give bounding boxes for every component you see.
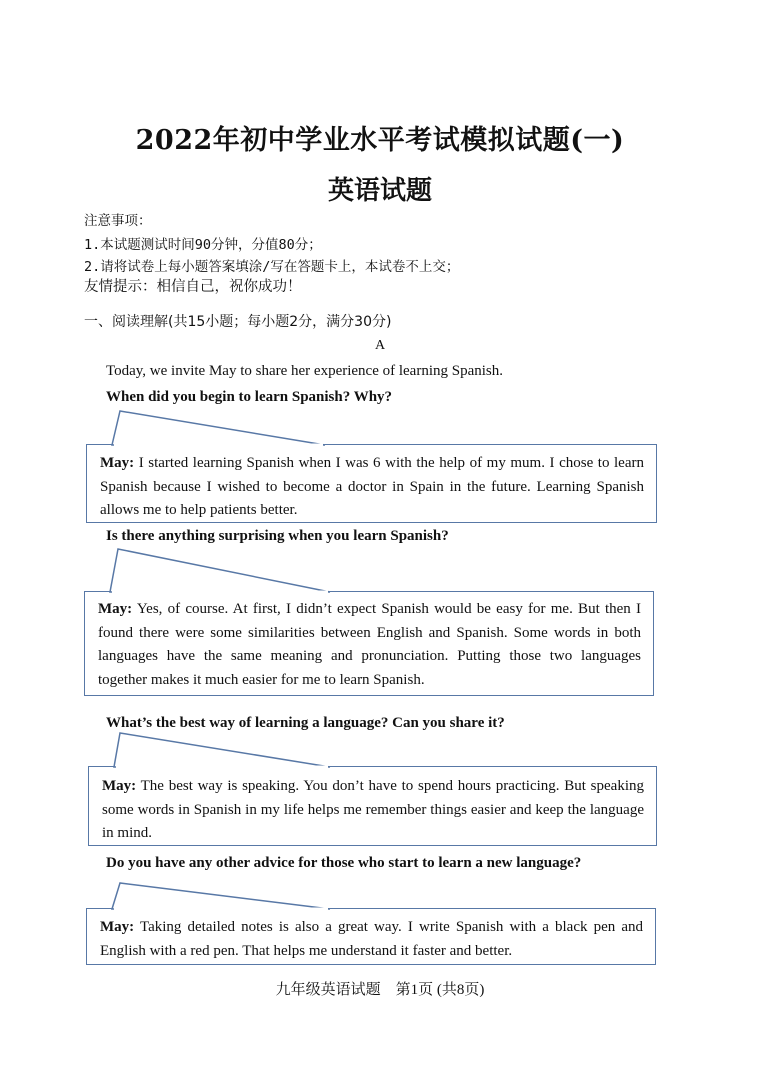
speaker-label: May:	[100, 455, 135, 471]
answer-text-2: Yes, of course. At first, I didn’t expect Spanish would be easy for me. But then I found there were some similarities between English and Spanish. Some words in both languages have the same meaning and pronunciation. Putting those two languages together makes it much easier for me to learn Spanish.	[98, 601, 641, 688]
question-1: When did you begin to learn Spanish? Why?	[106, 389, 393, 405]
question-2: Is there anything surprising when you learn Spanish?	[106, 528, 449, 544]
question-3: What’s the best way of learning a language? Can you share it?	[106, 715, 505, 731]
exam-title: 2022年初中学业水平考试模拟试题(一)	[135, 125, 625, 156]
question-4: Do you have any other advice for those who start to learn a new language?	[106, 855, 582, 871]
section-heading: 一、阅读理解(共15小题；每小题2分，满分30分)	[84, 314, 392, 330]
notes-heading: 注意事项：	[84, 213, 152, 229]
answer-text-3: The best way is speaking. You don’t have to spend hours practicing. But speaking some words in Spanish in my life helps me remember things easier and keep the language in mind.	[102, 778, 644, 841]
speaker-label: May:	[102, 778, 137, 794]
answer-text-4: Taking detailed notes is also a great way. I write Spanish with a black pen and English with a red pen. That helps me understand it faster and better.	[100, 919, 643, 959]
bubble-tail-1	[112, 411, 325, 445]
note-item-2: 2.请将试卷上每小题答案填涂/写在答题卡上，本试卷不上交；	[84, 259, 460, 275]
page-footer: 九年级英语试题 第1页 (共8页)	[275, 982, 485, 998]
bubble-tail-2	[110, 549, 330, 592]
speaker-label: May:	[98, 601, 133, 617]
speaker-label: May:	[100, 919, 135, 935]
encouragement-tip: 友情提示：相信自己，祝你成功！	[84, 279, 302, 295]
passage-intro: Today, we invite May to share her experience of learning Spanish.	[106, 363, 504, 379]
note-item-1: 1.本试题测试时间90分钟，分值80分；	[84, 237, 322, 253]
answer-text-1: I started learning Spanish when I was 6 with the help of my mum. I chose to learn Spanish because I wished to become a doctor in Spain in the future. Learning Spanish allows me to help patients better.	[100, 455, 644, 518]
bubble-tail-3	[114, 733, 330, 767]
part-label: A	[374, 338, 386, 353]
subject-title: 英语试题	[327, 176, 432, 206]
bubble-tail-4	[112, 883, 330, 909]
